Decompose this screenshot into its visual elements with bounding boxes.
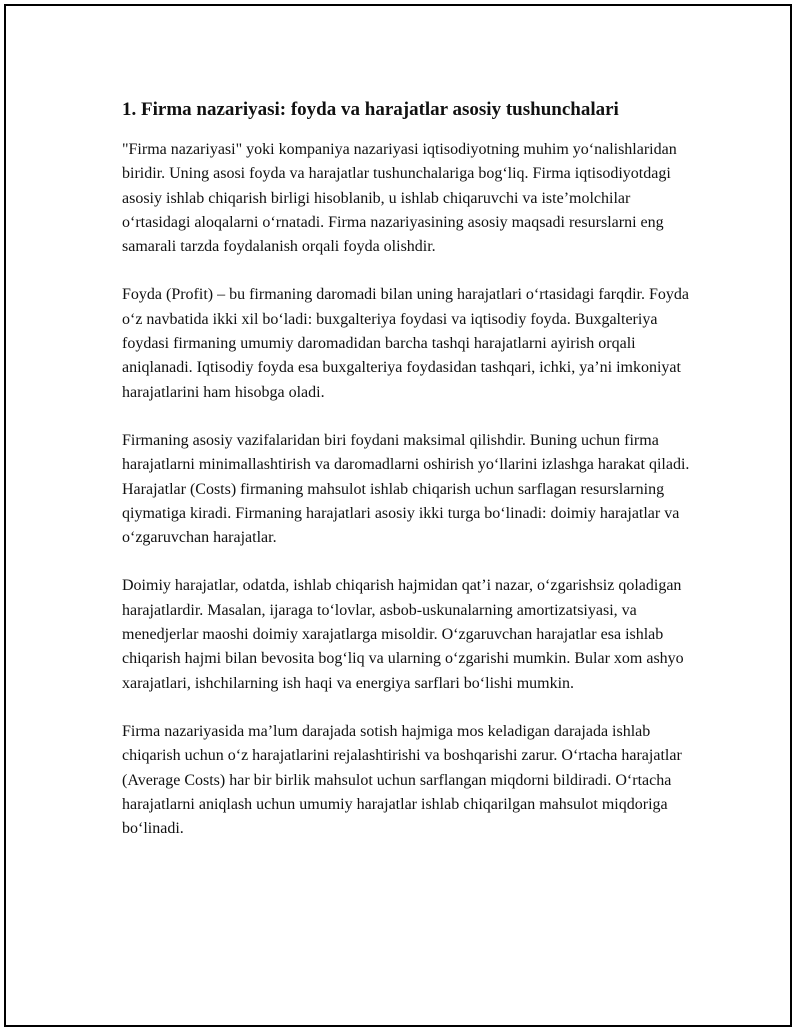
section-title: 1. Firma nazariyasi: foyda va harajatlar asosiy tushunchalari: [122, 99, 619, 120]
paragraph-profit-maximization: Firmaning asosiy vazifalaridan biri foydani maksimal qilishdir. Buning uchun firma harajatlarni minimallashtirish va daromadlarni oshirish yo‘llarini izlashga harakat qiladi. Harajatlar (Costs) firmaning mahsulot ishlab chiqarish uchun sarflagan resurslarning qiymatiga kiradi. Firmaning harajatlari asosiy ikki turga bo‘linadi: doimiy harajatlar va o‘zgaruvchan harajatlar.: [122, 431, 690, 547]
document-content: [122, 98, 697, 865]
paragraph-profit: Foyda (Profit) – bu firmaning daromadi bilan uning harajatlari o‘rtasidagi farqdir. Foyda o‘z navbatida ikki xil bo‘ladi: buxgalteriya foydasi va iqtisodiy foyda. Buxgalteriya foydasi firmaning umumiy daromadidan barcha tashqi harajatlarni ayirish orqali aniqlanadi. Iqtisodiy foyda esa buxgalteriya foydasidan tashqari, ichki, ya’ni imkoniyat harajatlarini ham hisobga oladi.: [122, 286, 689, 401]
document-page: [4, 4, 792, 1027]
paragraph-firm-theory-intro: "Firma nazariyasi" yoki kompaniya nazariyasi iqtisodiyotning muhim yo‘nalishlaridan biridir. Uning asosi foyda va harajatlar tushunchalariga bog‘liq. Firma iqtisodiyotdagi asosiy ishlab chiqarish birligi hisoblanib, u ishlab chiqaruvchi va iste’molchilar o‘rtasidagi aloqalarni o‘rnatadi. Firma nazariyasining asosiy maqsadi resurslarni eng samarali tarzda foydalanish orqali foyda olishdir.: [122, 141, 677, 256]
paragraph-fixed-variable-costs: Doimiy harajatlar, odatda, ishlab chiqarish hajmidan qat’i nazar, o‘zgarishsiz qoladigan harajatlardir. Masalan, ijaraga to‘lovlar, asbob-uskunalarning amortizatsiyasi, va menedjerlar maoshi doimiy xarajatlarga misoldir. O‘zgaruvchan harajatlar esa ishlab chiqarish hajmi bilan bevosita bog‘liq va ularning o‘zgarishi mumkin. Bular xom ashyo xarajatlari, ishchilarning ish haqi va energiya sarflari bo‘lishi mumkin.: [122, 577, 684, 692]
paragraph-average-costs: Firma nazariyasida ma’lum darajada sotish hajmiga mos keladigan darajada ishlab chiqarish uchun o‘z harajatlarini rejalashtirishi va boshqarishi zarur. O‘rtacha harajatlar (Average Costs) har bir birlik mahsulot uchun sarflangan miqdorni bildiradi. O‘rtacha harajatlarni aniqlash uchun umumiy harajatlar ishlab chiqarilgan mahsulot miqdoriga bo‘linadi.: [122, 722, 682, 838]
